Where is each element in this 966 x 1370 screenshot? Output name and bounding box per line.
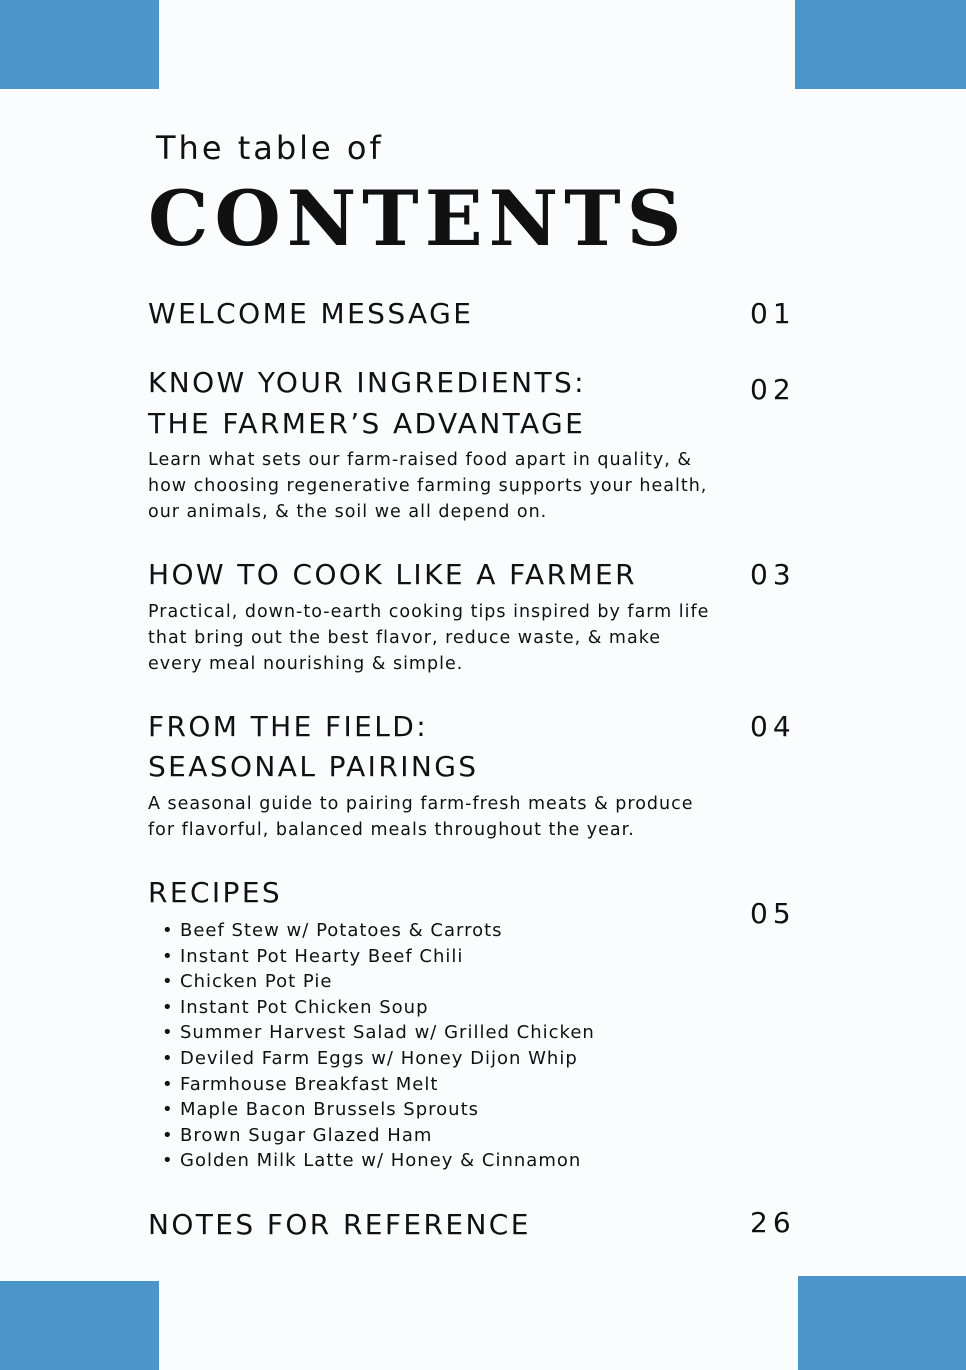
entry-heading-welcome-message: WELCOME MESSAGE — [148, 297, 474, 330]
entry-description: Learn what sets our farm-raised food apart in quality, & how choosing regenerative farming supports your health, our animals, & the soil we all depend on. — [148, 450, 708, 522]
entry-page-number: 02 — [750, 373, 796, 406]
recipe-list-item: • Beef Stew w/ Potatoes & Carrots — [162, 918, 595, 944]
entry-heading-recipes: RECIPES — [148, 876, 283, 909]
recipe-list-item: • Brown Sugar Glazed Ham — [162, 1123, 595, 1149]
entry-page-number: 04 — [750, 710, 796, 743]
entry-heading-seasonal-pairings: SEASONAL PAIRINGS — [148, 750, 479, 783]
entry-heading-farmers-advantage: THE FARMER’S ADVANTAGE — [148, 407, 586, 440]
recipe-list-item: • Farmhouse Breakfast Melt — [162, 1072, 595, 1098]
recipe-list-item: • Instant Pot Chicken Soup — [162, 995, 595, 1021]
recipe-list-item: • Summer Harvest Salad w/ Grilled Chicken — [162, 1020, 595, 1046]
entry-heading-from-the-field: FROM THE FIELD: — [148, 710, 429, 743]
recipe-list-item: • Deviled Farm Eggs w/ Honey Dijon Whip — [162, 1046, 595, 1072]
entry-page-number: 03 — [750, 558, 796, 591]
corner-block-top-left — [0, 0, 159, 89]
entry-page-number: 05 — [750, 897, 796, 930]
entry-heading-how-to-cook: HOW TO COOK LIKE A FARMER — [148, 558, 637, 591]
corner-block-bottom-left — [0, 1281, 159, 1370]
recipe-list-item: • Maple Bacon Brussels Sprouts — [162, 1097, 595, 1123]
entry-heading-know-your-ingredients: KNOW YOUR INGREDIENTS: — [148, 366, 587, 399]
recipe-list-item: • Chicken Pot Pie — [162, 969, 595, 995]
recipe-list-item: • Golden Milk Latte w/ Honey & Cinnamon — [162, 1148, 595, 1174]
corner-block-bottom-right — [798, 1276, 966, 1370]
corner-block-top-right — [795, 0, 966, 89]
entry-description: A seasonal guide to pairing farm-fresh meats & produce for flavorful, balanced meals throughout the year. — [148, 794, 694, 840]
entry-page-number: 01 — [750, 297, 796, 330]
page-title: CONTENTS — [148, 174, 688, 263]
entry-description: Practical, down-to-earth cooking tips inspired by farm life that bring out the best flavor, reduce waste, & make every meal nourishing & simple. — [148, 602, 710, 674]
recipe-list — [162, 918, 595, 1174]
entry-page-number: 26 — [750, 1206, 796, 1239]
page-subtitle: The table of — [156, 129, 384, 167]
recipe-list-item: • Instant Pot Hearty Beef Chili — [162, 944, 595, 970]
entry-heading-notes-for-reference: NOTES FOR REFERENCE — [148, 1208, 531, 1241]
